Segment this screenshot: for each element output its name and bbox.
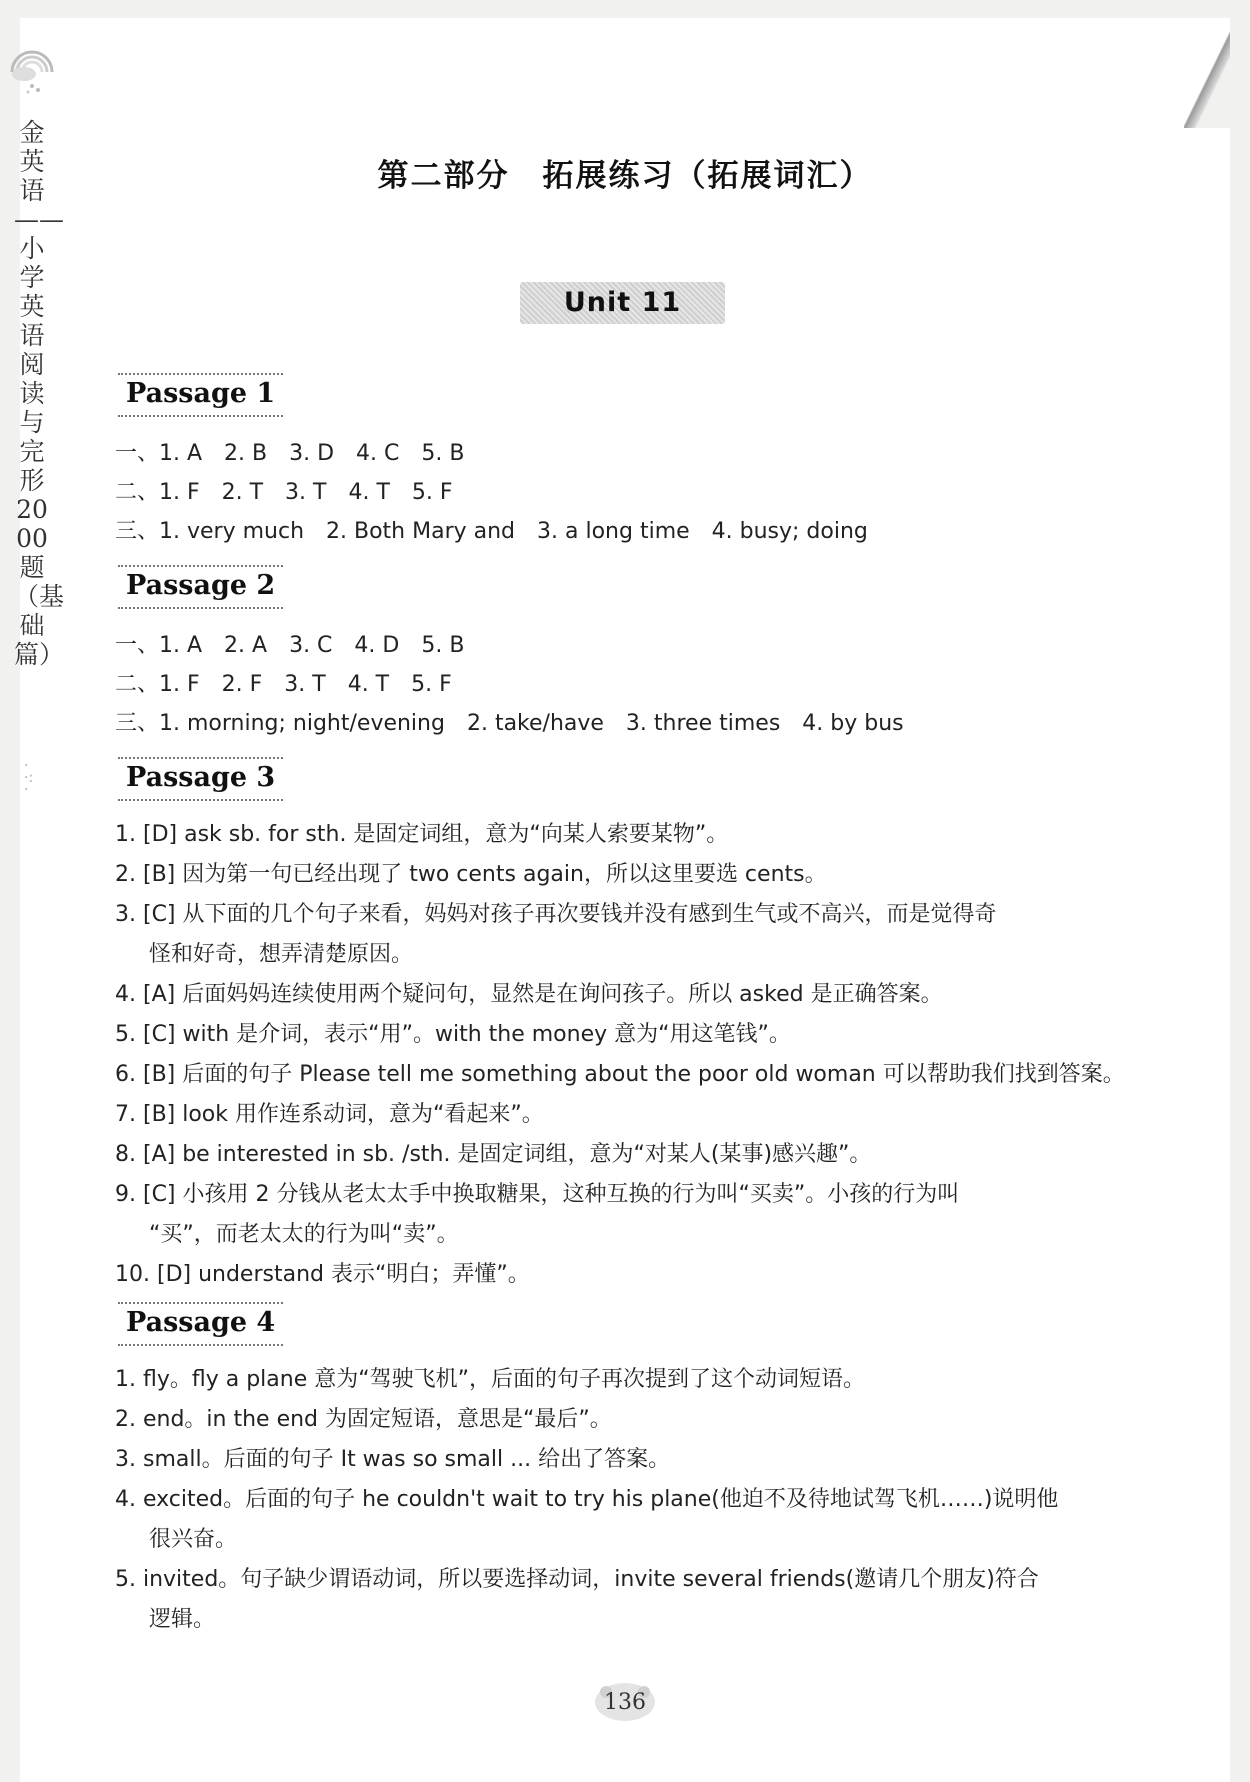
- list-item-continued: 怪和好奇，想弄清楚原因。: [149, 942, 414, 967]
- list-item-continued: 逻辑。: [149, 1607, 216, 1632]
- list-item: 2. [B] 因为第一句已经出现了 two cents again，所以这里要选 cents。: [115, 862, 827, 887]
- explanation-list-3: [115, 815, 1135, 1295]
- list-item: 1. fly。fly a plane 意为“驾驶飞机”，后面的句子再次提到了这个动词短语。: [115, 1367, 866, 1392]
- passage-heading-1: Passage 1: [118, 373, 283, 417]
- list-item: 7. [B] look 用作连系动词，意为“看起来”。: [115, 1102, 544, 1127]
- unit-heading-box: [520, 282, 725, 324]
- answer-line: 三、1. morning; night/evening 2. take/have 3. three times 4. by bus: [115, 711, 904, 736]
- answer-line: 三、1. very much 2. Both Mary and 3. a long time 4. busy; doing: [115, 519, 868, 544]
- page-curl-corner: [1184, 18, 1230, 128]
- list-item: 1. [D] ask sb. for sth. 是固定词组，意为“向某人索要某物”。: [115, 822, 729, 847]
- list-item: 3. small。后面的句子 It was so small ... 给出了答案。: [115, 1447, 671, 1472]
- unit-title: Unit 11: [563, 287, 682, 318]
- answer-line: 一、1. A 2. A 3. C 4. D 5. B: [115, 633, 465, 658]
- passage-heading-3: Passage 3: [118, 757, 283, 801]
- list-item: 2. end。in the end 为固定短语，意思是“最后”。: [115, 1407, 612, 1432]
- answer-line: 二、1. F 2. T 3. T 4. T 5. F: [115, 480, 453, 505]
- rainbow-cloud-icon: [2, 32, 62, 96]
- list-item: 4. excited。后面的句子 he couldn't wait to try his plane(他迫不及待地试驾飞机……)说明他: [115, 1487, 1059, 1512]
- list-item: 8. [A] be interested in sb. /sth. 是固定词组，意为“对某人(某事)感兴趣”。: [115, 1142, 872, 1167]
- passage-heading-2: Passage 2: [118, 565, 283, 609]
- list-item: 4. [A] 后面妈妈连续使用两个疑问句，显然是在询问孩子。所以 asked 是正确答案。: [115, 982, 943, 1007]
- list-item: 5. invited。句子缺少谓语动词，所以要选择动词，invite several friends(邀请几个朋友)符合: [115, 1567, 1039, 1592]
- list-item: 5. [C] with 是介词，表示“用”。with the money 意为“用这笔钱”。: [115, 1022, 791, 1047]
- list-item: 10. [D] understand 表示“明白；弄懂”。: [115, 1262, 530, 1287]
- list-item-continued: “买”，而老太太的行为叫“卖”。: [149, 1222, 459, 1247]
- passage-heading-4: Passage 4: [118, 1302, 283, 1346]
- list-item: 9. [C] 小孩用 2 分钱从老太太手中换取糖果，这种互换的行为叫“买卖”。小孩的行为叫: [115, 1182, 960, 1207]
- answer-line: 二、1. F 2. F 3. T 4. T 5. F: [115, 672, 452, 697]
- part-title: 第二部分 拓展练习（拓展词汇）: [377, 158, 873, 194]
- list-item: 3. [C] 从下面的几个句子来看，妈妈对孩子再次要钱并没有感到生气或不高兴，而是觉得奇: [115, 902, 997, 927]
- page-number: 136: [604, 1690, 646, 1715]
- book-title-vertical: 金英语——小学英语阅读与完形2000题（基础篇）: [14, 118, 65, 669]
- answer-line: 一、1. A 2. B 3. D 4. C 5. B: [115, 441, 465, 466]
- decorative-dots: · ·: ·: [24, 758, 34, 798]
- explanation-list-4: [115, 1360, 1135, 1640]
- list-item-continued: 很兴奋。: [149, 1527, 238, 1552]
- list-item: 6. [B] 后面的句子 Please tell me something about the poor old woman 可以帮助我们找到答案。: [115, 1062, 1125, 1087]
